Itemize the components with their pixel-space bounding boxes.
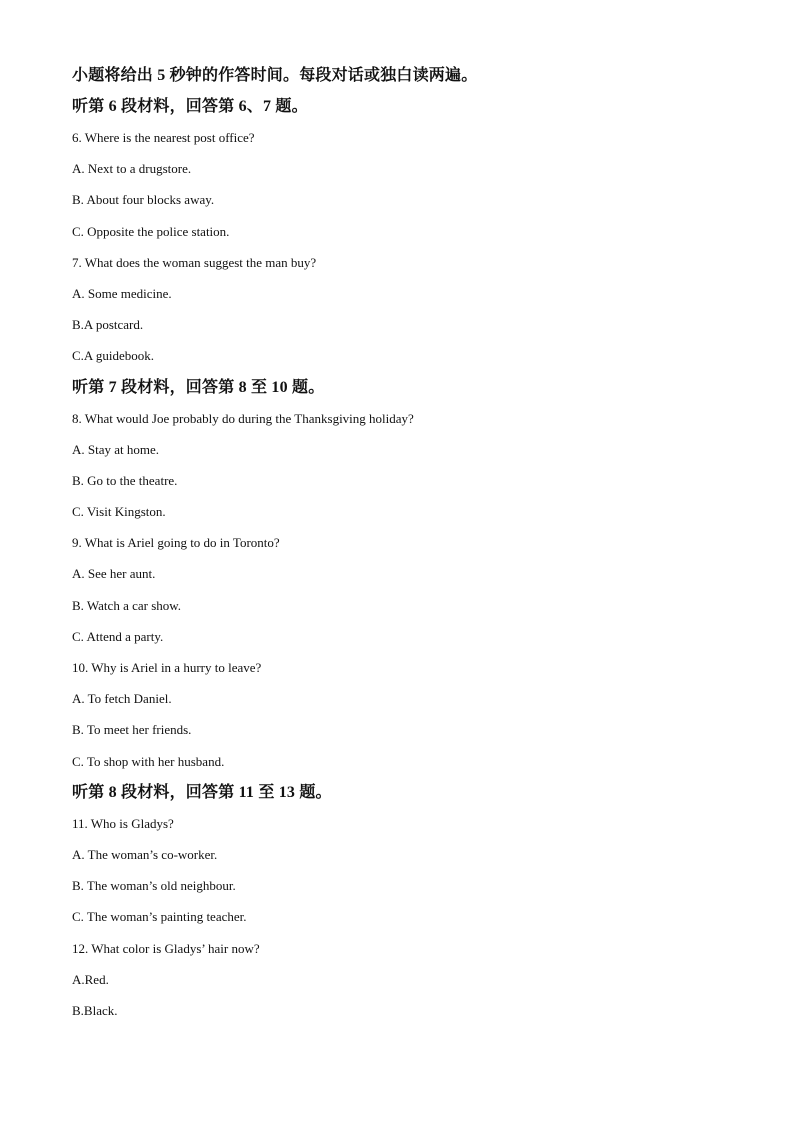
section-heading: 听第 7 段材料，回答第 8 至 10 题。 [72,378,325,396]
section-heading: 听第 6 段材料，回答第 6、7 题。 [72,98,308,115]
answer-option: C. Opposite the police station. [72,223,230,239]
answer-option: B. To meet her friends. [72,722,192,738]
answer-option: A. Next to a drugstore. [72,161,192,177]
answer-option: A. See her aunt. [72,566,156,582]
question-text: 11. Who is Gladys? [72,815,174,831]
question-text: 9. What is Ariel going to do in Toronto? [72,535,280,551]
question-text: 10. Why is Ariel in a hurry to leave? [72,660,262,675]
section-heading: 听第 8 段材料，回答第 11 至 13 题。 [72,783,332,801]
answer-option: B. About four blocks away. [72,192,215,208]
answer-option: A. The woman’s co-worker. [72,846,218,862]
question-text: 6. Where is the nearest post office? [72,130,255,145]
answer-option: A. To fetch Daniel. [72,691,172,707]
question-text: 8. What would Joe probably do during the Thanksgiving holiday? [72,410,414,426]
answer-option: C.A guidebook. [72,348,154,364]
answer-option: B. Go to the theatre. [72,472,178,488]
section-heading: 小题将给出 5 秒钟的作答时间。每段对话或独白读两遍。 [72,67,478,84]
answer-option: B.Black. [72,1002,118,1018]
question-text: 7. What does the woman suggest the man buy? [72,254,317,270]
answer-option: C. Attend a party. [72,628,164,644]
answer-option: C. To shop with her husband. [72,753,225,769]
answer-option: C. The woman’s painting teacher. [72,909,247,925]
answer-option: A.Red. [72,971,109,987]
answer-option: A. Some medicine. [72,285,172,301]
answer-option: B.A postcard. [72,317,144,333]
question-text: 12. What color is Gladys’ hair now? [72,940,260,956]
document-page [72,64,732,1030]
answer-option: A. Stay at home. [72,441,160,457]
answer-option: B. The woman’s old neighbour. [72,878,236,894]
answer-option: C. Visit Kingston. [72,504,166,520]
answer-option: B. Watch a car show. [72,597,182,613]
